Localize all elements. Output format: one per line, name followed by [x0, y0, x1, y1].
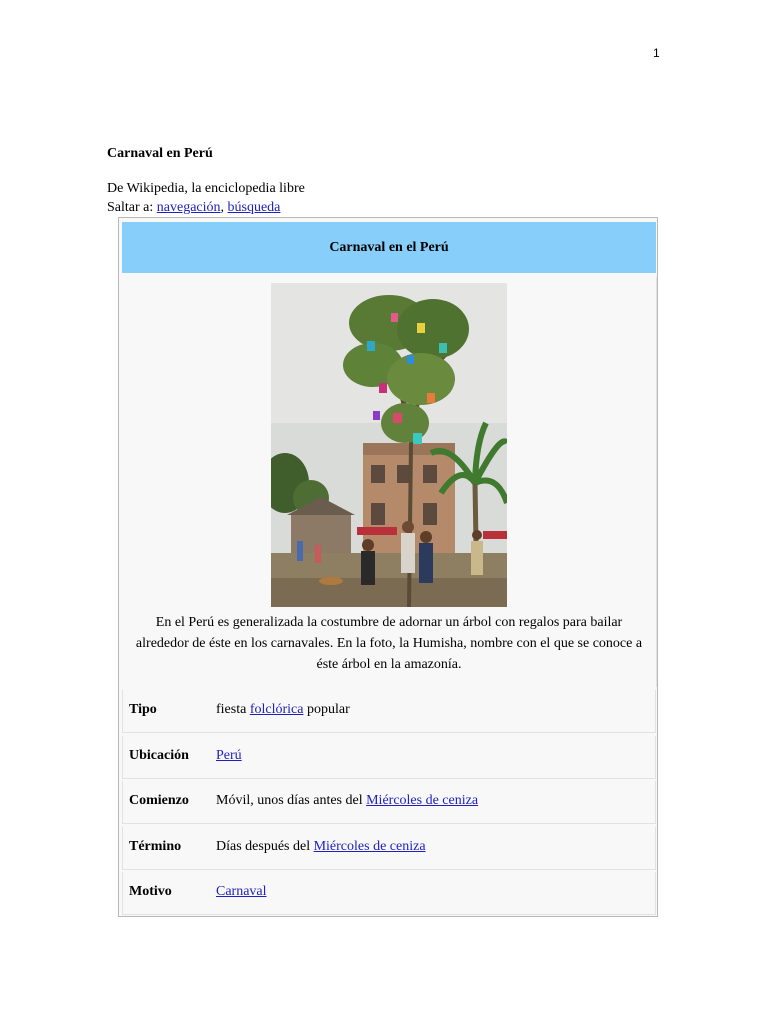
infobox-header: Carnaval en el Perú — [122, 222, 656, 273]
navigation-link[interactable]: navegación — [156, 200, 221, 215]
infobox-row-termino — [122, 827, 656, 870]
infobox-row-motivo — [122, 872, 656, 915]
source-line: De Wikipedia, la enciclopedia libre — [107, 181, 305, 196]
row-value — [216, 839, 426, 855]
row-label: Ubicación — [129, 748, 189, 763]
infobox-row-comienzo — [122, 781, 656, 824]
row-value — [216, 793, 478, 809]
photo-caption: En el Perú es generalizada la costumbre de adornar un árbol con regalos para bailar alrededor de éste en los carnavales. En la foto, la Humisha, nombre con el que se conoce a éste árbol en la amazonía. — [135, 615, 643, 672]
row-label: Término — [129, 839, 182, 854]
infobox-image-cell — [122, 277, 657, 687]
row-value — [216, 702, 350, 718]
infobox-row-tipo — [122, 690, 656, 733]
humisha-tree-photo[interactable] — [271, 283, 507, 607]
value-text: popular — [303, 702, 350, 717]
miercoles-de-ceniza-link[interactable]: Miércoles de ceniza — [366, 793, 479, 808]
jump-links — [107, 199, 280, 217]
value-text: Días después del — [216, 839, 314, 854]
row-value — [216, 884, 267, 900]
infobox-row-ubicacion — [122, 736, 656, 779]
row-label: Motivo — [129, 884, 172, 899]
miercoles-de-ceniza-link[interactable]: Miércoles de ceniza — [313, 839, 426, 854]
jump-prefix: Saltar a: — [107, 200, 157, 215]
page-number: 1 — [653, 46, 660, 60]
page-title: Carnaval en Perú — [107, 146, 213, 161]
peru-link[interactable]: Perú — [216, 748, 242, 763]
row-value — [216, 748, 242, 764]
carnaval-link[interactable]: Carnaval — [216, 884, 267, 899]
folclorica-link[interactable]: folclórica — [249, 702, 304, 717]
row-label: Comienzo — [129, 793, 189, 808]
value-text: fiesta — [216, 702, 250, 717]
row-label: Tipo — [129, 702, 157, 717]
value-text: Móvil, unos días antes del — [216, 793, 367, 808]
search-link[interactable]: búsqueda — [227, 200, 281, 215]
infobox — [118, 217, 658, 917]
jump-separator: , — [220, 200, 228, 215]
